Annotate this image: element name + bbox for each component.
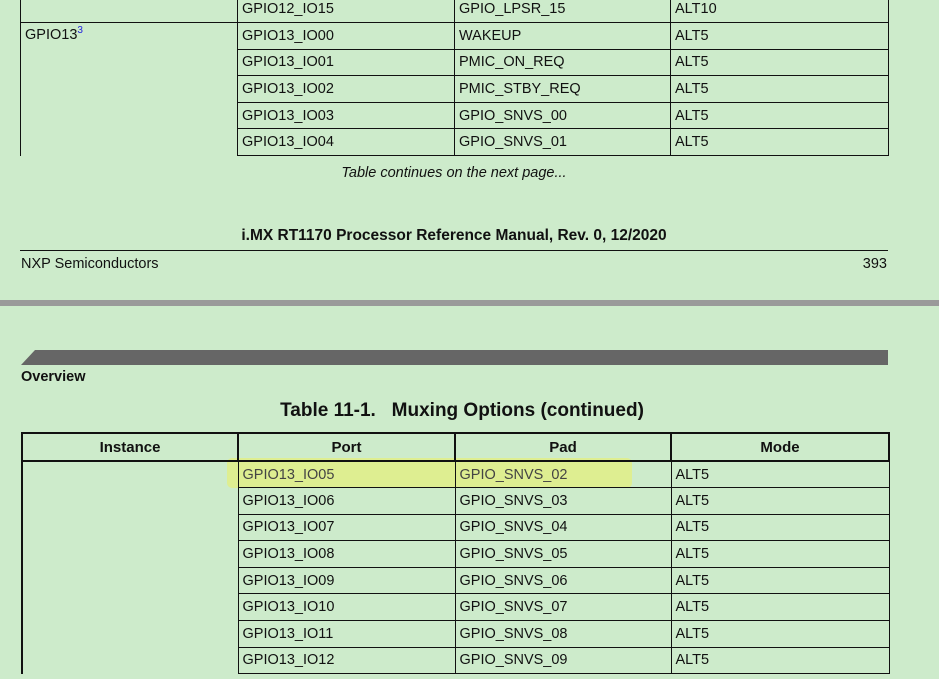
company-name: NXP Semiconductors: [21, 256, 159, 272]
pad-cell: GPIO_SNVS_04: [455, 514, 671, 541]
pad-cell: PMIC_ON_REQ: [455, 49, 671, 76]
header-instance: Instance: [22, 433, 238, 461]
page-number: 393: [862, 256, 887, 272]
mode-cell: ALT5: [671, 514, 889, 541]
pad-cell: WAKEUP: [455, 23, 671, 50]
header-mode: Mode: [671, 433, 889, 461]
header-port: Port: [238, 433, 455, 461]
muxing-table-bottom: [21, 432, 890, 674]
mode-cell: ALT10: [671, 0, 889, 23]
instance-cell: [21, 0, 238, 23]
table-continues-note: Table continues on the next page...: [341, 165, 567, 181]
port-cell: GPIO13_IO08: [238, 541, 455, 568]
pad-cell: GPIO_SNVS_07: [455, 594, 671, 621]
port-cell: GPIO13_IO03: [238, 102, 455, 129]
instance-cell: $GPIO13^3$: [21, 23, 238, 156]
port-cell: GPIO13_IO06: [238, 488, 455, 515]
port-cell: GPIO13_IO05: [238, 461, 455, 488]
footer-rule: [20, 250, 888, 251]
header-pad: Pad: [455, 433, 671, 461]
pad-cell: GPIO_SNVS_05: [455, 541, 671, 568]
port-cell: GPIO13_IO10: [238, 594, 455, 621]
port-cell: GPIO13_IO01: [238, 49, 455, 76]
port-cell: GPIO13_IO12: [238, 647, 455, 674]
pad-cell: GPIO_SNVS_06: [455, 567, 671, 594]
pad-cell: GPIO_SNVS_03: [455, 488, 671, 515]
pad-cell: PMIC_STBY_REQ: [455, 76, 671, 103]
page-separator: [0, 300, 939, 306]
pad-cell: GPIO_SNVS_01: [455, 129, 671, 156]
mode-cell: ALT5: [671, 23, 889, 50]
mode-cell: ALT5: [671, 49, 889, 76]
mode-cell: ALT5: [671, 567, 889, 594]
port-cell: GPIO13_IO02: [238, 76, 455, 103]
table-row: [22, 461, 889, 488]
pad-cell: GPIO_LPSR_15: [455, 0, 671, 23]
mode-cell: ALT5: [671, 129, 889, 156]
manual-title: i.MX RT1170 Processor Reference Manual, Rev. 0, 12/2020: [241, 227, 667, 244]
mode-cell: ALT5: [671, 488, 889, 515]
instance-cell: [22, 461, 238, 674]
pad-cell: GPIO_SNVS_09: [455, 647, 671, 674]
table-header-row: [22, 433, 889, 461]
muxing-table-top: [20, 0, 889, 156]
mode-cell: ALT5: [671, 621, 889, 648]
footnote-link[interactable]: 3: [77, 25, 83, 37]
port-cell: GPIO12_IO15: [238, 0, 455, 23]
mode-cell: ALT5: [671, 76, 889, 103]
table-row: [21, 23, 889, 50]
port-cell: GPIO13_IO00: [238, 23, 455, 50]
mode-cell: ALT5: [671, 102, 889, 129]
mode-cell: ALT5: [671, 541, 889, 568]
mode-cell: ALT5: [671, 594, 889, 621]
mode-cell: ALT5: [671, 647, 889, 674]
pad-cell: GPIO_SNVS_02: [455, 461, 671, 488]
section-header-bar: [21, 350, 888, 365]
port-cell: GPIO13_IO07: [238, 514, 455, 541]
section-label: Overview: [21, 369, 86, 385]
table-row: [21, 0, 889, 23]
mode-cell: ALT5: [671, 461, 889, 488]
port-cell: GPIO13_IO11: [238, 621, 455, 648]
table-title: Table 11-1. Muxing Options (continued): [280, 400, 644, 421]
pad-cell: GPIO_SNVS_08: [455, 621, 671, 648]
port-cell: GPIO13_IO09: [238, 567, 455, 594]
port-cell: GPIO13_IO04: [238, 129, 455, 156]
pad-cell: GPIO_SNVS_00: [455, 102, 671, 129]
